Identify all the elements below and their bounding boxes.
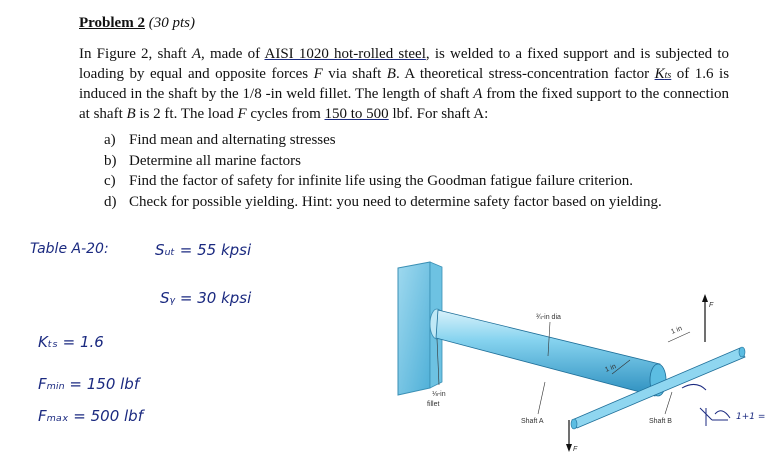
- load-range: 150 to 500: [324, 105, 389, 122]
- text-span: , made of: [201, 46, 265, 62]
- shaft-a-ref: A: [191, 46, 202, 62]
- text-span: cycles from: [246, 105, 325, 122]
- shaft-b-end-left: [571, 419, 577, 429]
- text-span: In Figure 2, shaft: [79, 46, 192, 62]
- label-shaft-a: Shaft A: [521, 418, 544, 425]
- label-fillet: fillet: [427, 401, 440, 408]
- note-kts: Kₜₛ = 1.6: [38, 333, 104, 351]
- text-span: . A theoretical stress-concentration factor: [395, 65, 655, 82]
- label-dia: ¾-in dia: [536, 314, 561, 321]
- shaft-a-ref: A: [473, 86, 483, 102]
- task-text: Find the factor of safety for infinite life using the Goodman fatigue failure criterion.: [129, 173, 634, 189]
- text-span: from the fixed support to the connection at shaft: [79, 86, 729, 122]
- kts-sub: ts: [664, 69, 672, 81]
- label-force-top: F: [709, 302, 714, 309]
- note-sy: Sᵧ = 30 kpsi: [160, 289, 252, 307]
- problem-title: Problem 2: [79, 15, 145, 31]
- note-fmax: Fₘₐₓ = 500 lbf: [38, 407, 143, 425]
- force-ref: F: [237, 105, 247, 122]
- task-text: Determine all marine factors: [129, 152, 302, 169]
- task-text: Check for possible yielding. Hint: you need to determine safety factor based on yielding.: [129, 193, 662, 210]
- label-shaft-b: Shaft B: [649, 418, 672, 425]
- note-sut: Sᵤₜ = 55 kpsi: [155, 241, 252, 259]
- material-name: AISI 1020 hot-rolled steel: [264, 46, 426, 62]
- note-fmin: Fₘᵢₙ = 150 lbf: [38, 375, 140, 393]
- label-force-bottom: F: [573, 446, 578, 453]
- fixed-support-wall: [398, 262, 430, 395]
- text-span: is 2 ft. The load: [135, 105, 238, 122]
- kts-main: K: [654, 65, 665, 82]
- leader-shaft-a: [538, 382, 545, 414]
- task-label: d): [104, 193, 117, 210]
- force-ref: F: [313, 65, 323, 82]
- task-label: c): [104, 173, 116, 189]
- problem-points: (30 pts): [148, 15, 195, 31]
- shaft-b-end-right: [739, 347, 745, 357]
- task-label: a): [104, 132, 116, 148]
- note-scribble: 1+1 =: [736, 412, 766, 422]
- shaft-b-ref: B: [126, 105, 136, 122]
- task-label: b): [104, 152, 117, 169]
- shaft-b-ref: B: [386, 65, 396, 82]
- scribble-arc-right: [682, 384, 706, 390]
- text-span: of 1.6 is induced in the shaft by the 1/8 -in weld fillet. The length of shaft: [79, 65, 730, 102]
- text-span: lbf. For shaft A:: [388, 105, 489, 122]
- force-arrowhead-bottom: [566, 444, 572, 452]
- force-arrowhead-top: [702, 294, 708, 302]
- leader-shaft-b: [665, 392, 672, 414]
- label-1in-a: 1 in: [604, 363, 618, 374]
- label-1in-b: 1 in: [670, 325, 684, 336]
- scribble-right-sketch: [700, 408, 730, 426]
- task-text: Find mean and alternating stresses: [129, 132, 336, 148]
- text-span: , is welded to a fixed support and is subjected to loading by equal and opposite forces: [79, 46, 729, 82]
- note-table: Table A-20:: [30, 241, 109, 257]
- scribble-underline-kts: [40, 349, 100, 352]
- text-span: via shaft: [322, 65, 387, 82]
- label-fillet-size: ⅛-in: [432, 391, 446, 398]
